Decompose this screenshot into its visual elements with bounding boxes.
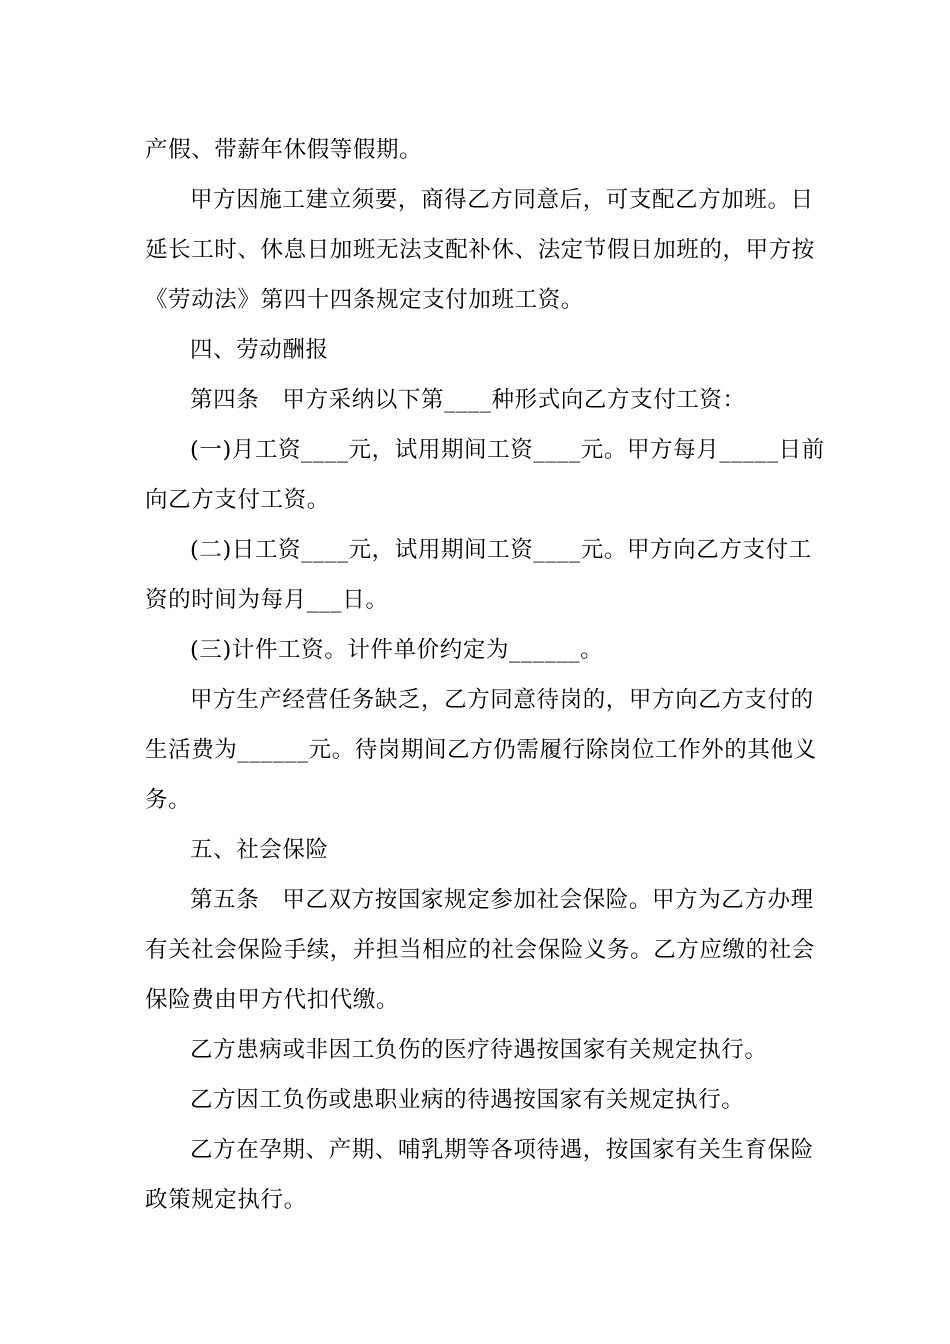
article-line: 第四条 甲方采纳以下第____种形式向乙方支付工资： xyxy=(190,387,746,413)
paragraph-line: 向乙方支付工资。 xyxy=(145,487,330,513)
paragraph-line: 《劳动法》第四十四条规定支付加班工资。 xyxy=(145,287,584,313)
paragraph-line: 甲方因施工建立须要，商得乙方同意后，可支配乙方加班。日 xyxy=(190,187,814,213)
paragraph-line: 资的时间为每月___日。 xyxy=(145,587,389,613)
section-heading: 五、社会保险 xyxy=(190,837,329,863)
paragraph-line: (一)月工资____元，试用期间工资____元。甲方每月_____日前 xyxy=(190,437,825,463)
article-line: 第五条 甲乙双方按国家规定参加社会保险。甲方为乙方办理 xyxy=(190,887,814,913)
paragraph-line: 有关社会保险手续，并担当相应的社会保险义务。乙方应缴的社会 xyxy=(145,937,815,963)
paragraph-line: 保险费由甲方代扣代缴。 xyxy=(145,987,400,1013)
paragraph-line: 乙方在孕期、产期、哺乳期等各项待遇，按国家有关生育保险 xyxy=(190,1137,814,1163)
section-heading: 四、劳动酬报 xyxy=(190,337,329,363)
paragraph-line: 乙方因工负伤或患职业病的待遇按国家有关规定执行。 xyxy=(190,1087,745,1113)
paragraph-line: 生活费为______元。待岗期间乙方仍需履行除岗位工作外的其他义 xyxy=(145,737,817,763)
paragraph-line: 延长工时、休息日加班无法支配补休、法定节假日加班的，甲方按 xyxy=(145,237,815,263)
paragraph-line: 甲方生产经营任务缺乏，乙方同意待岗的，甲方向乙方支付的 xyxy=(190,687,814,713)
paragraph-line: 务。 xyxy=(145,787,192,813)
paragraph-line: 政策规定执行。 xyxy=(145,1187,307,1213)
paragraph-line: 产假、带薪年休假等假期。 xyxy=(145,137,423,163)
paragraph-line: (三)计件工资。计件单价约定为______。 xyxy=(190,637,604,663)
paragraph-line: 乙方患病或非因工负伤的医疗待遇按国家有关规定执行。 xyxy=(190,1037,768,1063)
paragraph-line: (二)日工资____元，试用期间工资____元。甲方向乙方支付工 xyxy=(190,537,812,563)
